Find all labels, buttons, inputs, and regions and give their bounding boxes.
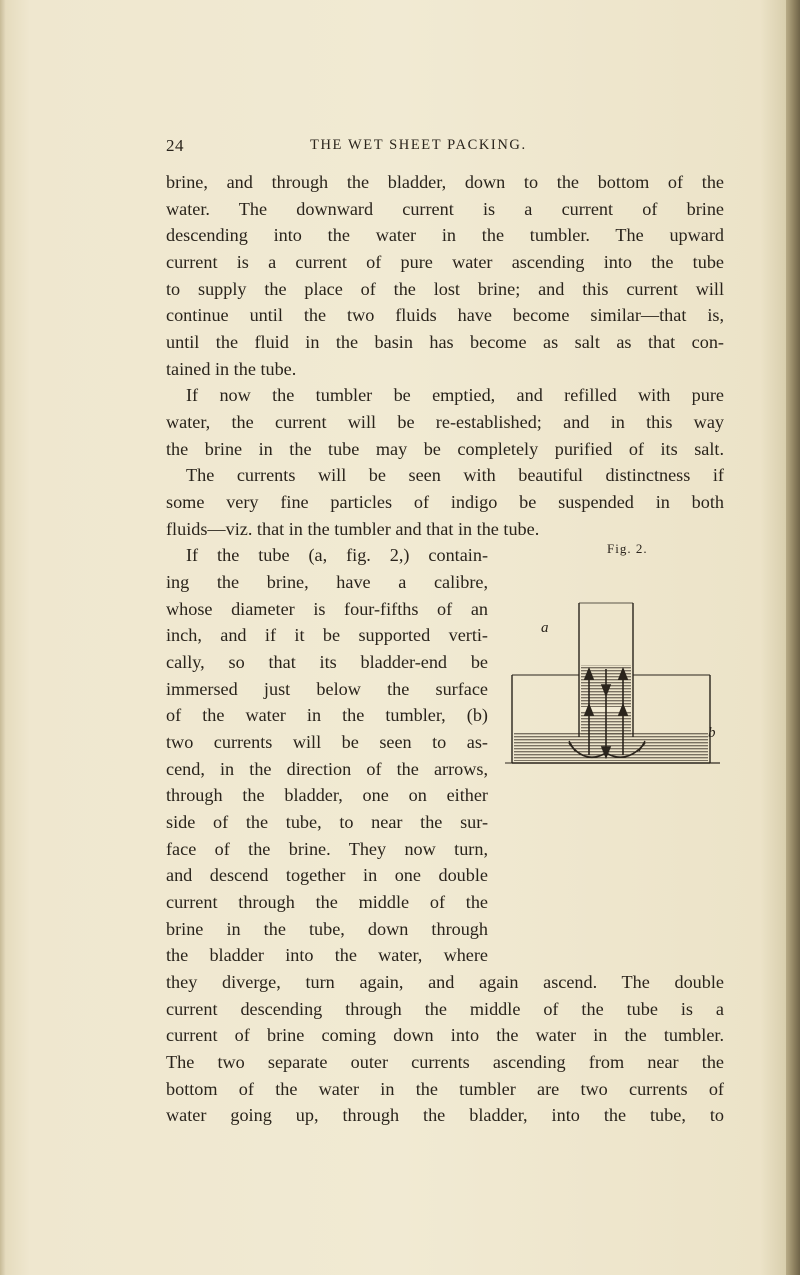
text-line: side of the tube, to near the sur- [166, 812, 488, 832]
text-line: whose diameter is four-fifths of an [166, 599, 488, 619]
text-line: current is a current of pure water ascending into the tube [166, 252, 724, 272]
text-line: If now the tumbler be emptied, and refilled with pure [186, 385, 724, 405]
text-line: face of the brine. They now turn, [166, 839, 488, 859]
page-number: 24 [166, 136, 184, 155]
figure-label-a: a [541, 620, 549, 636]
page-gutter [0, 0, 6, 1275]
page-header [0, 136, 800, 160]
text-line: two currents will be seen to as- [166, 732, 488, 752]
text-line: descending into the water in the tumbler. The upward [166, 225, 724, 245]
text-line: water. The downward current is a current of brine [166, 199, 724, 219]
text-line: The currents will be seen with beautiful distinctness if [186, 465, 724, 485]
figure-label-b: b [708, 725, 716, 741]
text-line: brine, and through the bladder, down to the bottom of the [166, 172, 724, 192]
tumbler-water [514, 733, 708, 761]
text-line: If the tube (a, fig. 2,) contain- [186, 545, 488, 565]
text-line: cally, so that its bladder-end be [166, 652, 488, 672]
text-line: to supply the place of the lost brine; and this current will [166, 279, 724, 299]
text-line: immersed just below the surface [166, 679, 488, 699]
page-edge [786, 0, 800, 1275]
tube-tumbler-diagram [505, 565, 725, 770]
text-line: current of brine coming down into the water in the tumbler. [166, 1025, 724, 1045]
text-line: through the bladder, one on either [166, 785, 488, 805]
text-line: water going up, through the bladder, into the tube, to [166, 1105, 724, 1125]
text-line: ing the brine, have a calibre, [166, 572, 488, 592]
text-line: the brine in the tube may be completely purified of its salt. [166, 439, 724, 459]
text-line: the bladder into the water, where [166, 945, 488, 965]
text-line: some very fine particles of indigo be suspended in both [166, 492, 724, 512]
running-title: THE WET SHEET PACKING. [310, 137, 527, 153]
text-line: and descend together in one double [166, 865, 488, 885]
text-line: brine in the tube, down through [166, 919, 488, 939]
text-line: they diverge, turn again, and again ascend. The double [166, 972, 724, 992]
text-line: The two separate outer currents ascending from near the [166, 1052, 724, 1072]
text-line: inch, and if it be supported verti- [166, 625, 488, 645]
figure-caption: Fig. 2. [607, 541, 648, 556]
text-line: continue until the two fluids have become similar—that is, [166, 305, 724, 325]
text-line: cend, in the direction of the arrows, [166, 759, 488, 779]
text-line: bottom of the water in the tumbler are two currents of [166, 1079, 724, 1099]
text-line: current descending through the middle of the tube is a [166, 999, 724, 1019]
text-line: tained in the tube. [166, 359, 297, 379]
text-line: until the fluid in the basin has become as salt as that con- [166, 332, 724, 352]
text-line: of the water in the tumbler, (b) [166, 705, 488, 725]
text-line: fluids—viz. that in the tumbler and that in the tube. [166, 519, 540, 539]
text-line: current through the middle of the [166, 892, 488, 912]
text-line: water, the current will be re-established; and in this way [166, 412, 724, 432]
